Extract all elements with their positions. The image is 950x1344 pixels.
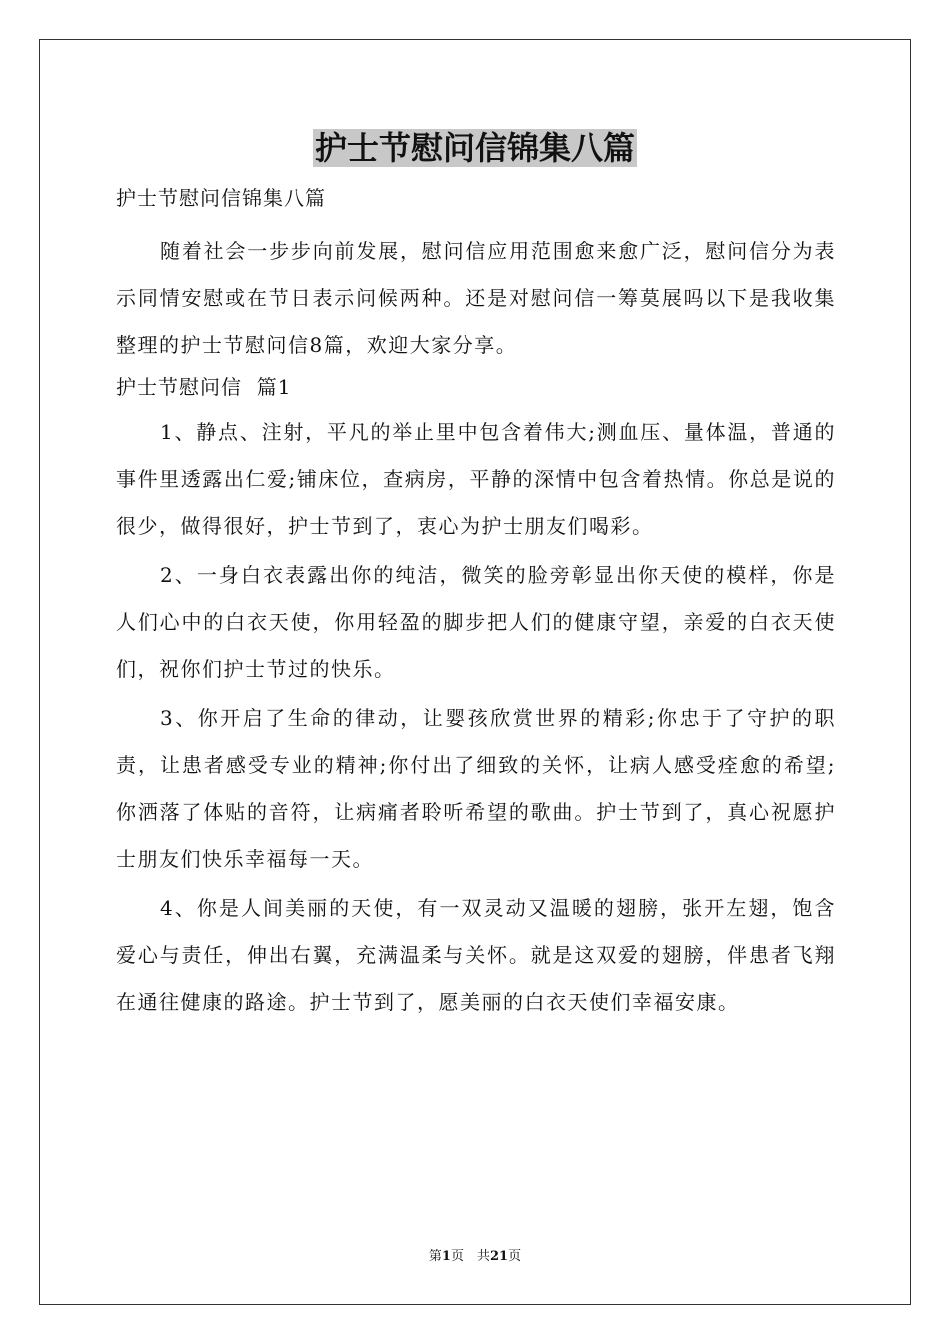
intro-paragraph: 随着社会一步步向前发展，慰问信应用范围愈来愈广泛，慰问信分为表示同情安慰或在节日表示问候两种。还是对慰问信一筹莫展吗以下是我收集整理的护士节慰问信8篇，欢迎大家分享。 [116, 239, 836, 357]
document-title [0, 128, 950, 168]
document-body [116, 182, 836, 1028]
footer-total-pages: 21 [489, 1249, 509, 1264]
paragraph-3: 3、你开启了生命的律动，让婴孩欣赏世界的精彩;你忠于了守护的职责，让患者感受专业的精神;你付出了细致的关怀，让病人感受痊愈的希望;你洒落了体贴的音符，让病痛者聆听希望的歌曲。护士节到了，真心祝愿护士朋友们快乐幸福每一天。 [116, 706, 836, 871]
paragraph-2: 2、一身白衣表露出你的纯洁，微笑的脸旁彰显出你天使的模样，你是人们心中的白衣天使，你用轻盈的脚步把人们的健康守望，亲爱的白衣天使们，祝你们护士节过的快乐。 [116, 563, 836, 681]
page-footer [0, 1249, 950, 1265]
document-title-text: 护士节慰问信锦集八篇 [314, 129, 635, 167]
paragraph-4: 4、你是人间美丽的天使，有一双灵动又温暖的翅膀，张开左翅，饱含爱心与责任，伸出右翼，充满温柔与关怀。就是这双爱的翅膀，伴患者飞翔在通往健康的路途。护士节到了，愿美丽的白衣天使们幸福安康。 [116, 896, 836, 1014]
section-heading: 护士节慰问信 篇1 [116, 375, 292, 399]
footer-suffix: 页 [508, 1249, 522, 1264]
footer-prefix: 第 [428, 1249, 442, 1264]
footer-current-page: 1 [441, 1249, 451, 1264]
document-subtitle: 护士节慰问信锦集八篇 [116, 186, 326, 210]
footer-mid: 页 共 [450, 1249, 490, 1264]
paragraph-1: 1、静点、注射，平凡的举止里中包含着伟大;测血压、量体温，普通的事件里透露出仁爱;铺床位，查病房，平静的深情中包含着热情。你总是说的很少，做得很好，护士节到了，衷心为护士朋友们喝彩。 [116, 420, 836, 538]
